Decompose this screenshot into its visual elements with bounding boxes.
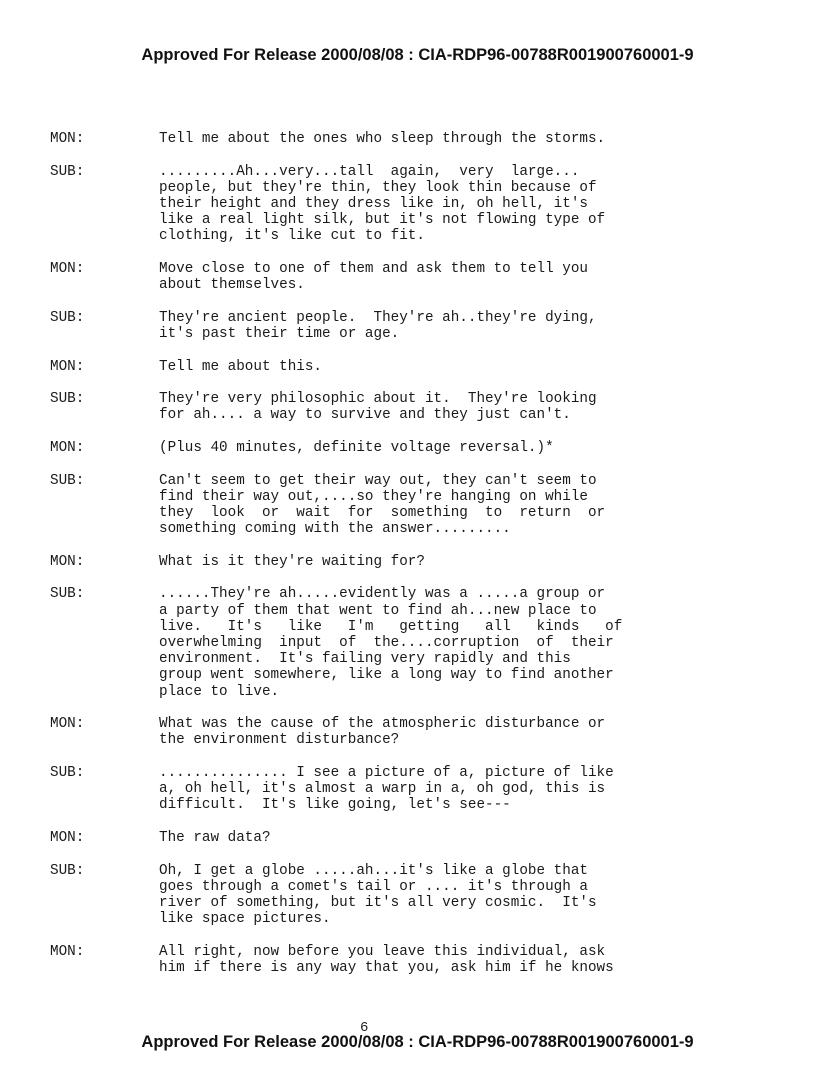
- speaker-label: SUB:: [50, 391, 85, 408]
- speaker-label: SUB:: [50, 309, 85, 326]
- entry-text: .........Ah...very...tall again, very large... people, but they're thin, they look thin because of their height and they dress like in, oh hell, it's like a real light silk, but it's not flowing type of clothing, it's like cut to fit.: [159, 163, 606, 245]
- page-number: 6: [360, 1020, 369, 1036]
- entry-text: All right, now before you leave this individual, ask him if there is any way that you, ask him if he knows: [159, 943, 614, 976]
- entry-text: ............... I see a picture of a, picture of like a, oh hell, it's almost a warp in a, oh god, this is difficult. It's like going, let's see---: [159, 764, 614, 814]
- speaker-label: MON:: [50, 943, 85, 960]
- speaker-label: MON:: [50, 716, 85, 733]
- transcript-entry: [50, 716, 710, 748]
- entry-text: What was the cause of the atmospheric disturbance or the environment disturbance?: [159, 716, 606, 749]
- entry-text: The raw data?: [159, 829, 271, 846]
- entry-text: ......They're ah.....evidently was a .....a group or a party of them that went to find ah...new place to live. It's like I'm getting all kinds of overwhelming input of the....corruption of their environment. It's failing very rapidly and this group went somewhere, like a long way to find another place to live.: [159, 586, 623, 700]
- speaker-label: SUB:: [50, 862, 85, 879]
- speaker-label: MON:: [50, 358, 85, 375]
- entry-text: Oh, I get a globe .....ah...it's like a globe that goes through a comet's tail or .... it's through a river of something, but it's all very cosmic. It's like space pictures.: [159, 862, 597, 928]
- speaker-label: SUB:: [50, 163, 85, 180]
- speaker-label: MON:: [50, 553, 85, 570]
- entry-text: What is it they're waiting for?: [159, 553, 425, 570]
- transcript-entry: [50, 359, 710, 375]
- entry-text: (Plus 40 minutes, definite voltage reversal.)*: [159, 439, 554, 456]
- transcript-entry: [50, 440, 710, 456]
- transcript-entry: [50, 765, 710, 814]
- entry-text: Tell me about the ones who sleep through the storms.: [159, 131, 606, 147]
- release-header: Approved For Release 2000/08/08 : CIA-RDP96-00788R001900760001-9: [141, 46, 694, 64]
- speaker-label: MON:: [50, 829, 85, 846]
- transcript-entry: [50, 586, 710, 699]
- entry-text: They're very philosophic about it. They're looking for ah.... a way to survive and they just can't.: [159, 391, 597, 424]
- entry-text: They're ancient people. They're ah..they're dying, it's past their time or age.: [159, 309, 597, 342]
- speaker-label: MON:: [50, 261, 85, 277]
- entry-text: Can't seem to get their way out, they can't seem to find their way out,....so they're hanging on while they look or wait for something to return or something coming with the answer.........: [159, 472, 606, 538]
- transcript-entry: [50, 473, 710, 538]
- speaker-label: SUB:: [50, 472, 85, 489]
- transcript-entry: [50, 554, 710, 570]
- entry-text: Move close to one of them and ask them to tell you about themselves.: [159, 261, 588, 294]
- release-footer: Approved For Release 2000/08/08 : CIA-RDP96-00788R001900760001-9: [141, 1033, 694, 1051]
- transcript-entry: [50, 944, 710, 976]
- speaker-label: MON:: [50, 131, 85, 147]
- transcript-entry: [50, 830, 710, 846]
- transcript-entry: [50, 863, 710, 928]
- transcript-entry: [50, 164, 710, 245]
- transcript-entry: [50, 261, 710, 293]
- transcript-entry: [50, 131, 710, 147]
- transcript-entry: [50, 391, 710, 423]
- speaker-label: MON:: [50, 439, 85, 456]
- transcript: [50, 131, 710, 993]
- speaker-label: SUB:: [50, 586, 85, 603]
- transcript-entry: [50, 310, 710, 342]
- speaker-label: SUB:: [50, 764, 85, 781]
- entry-text: Tell me about this.: [159, 358, 323, 375]
